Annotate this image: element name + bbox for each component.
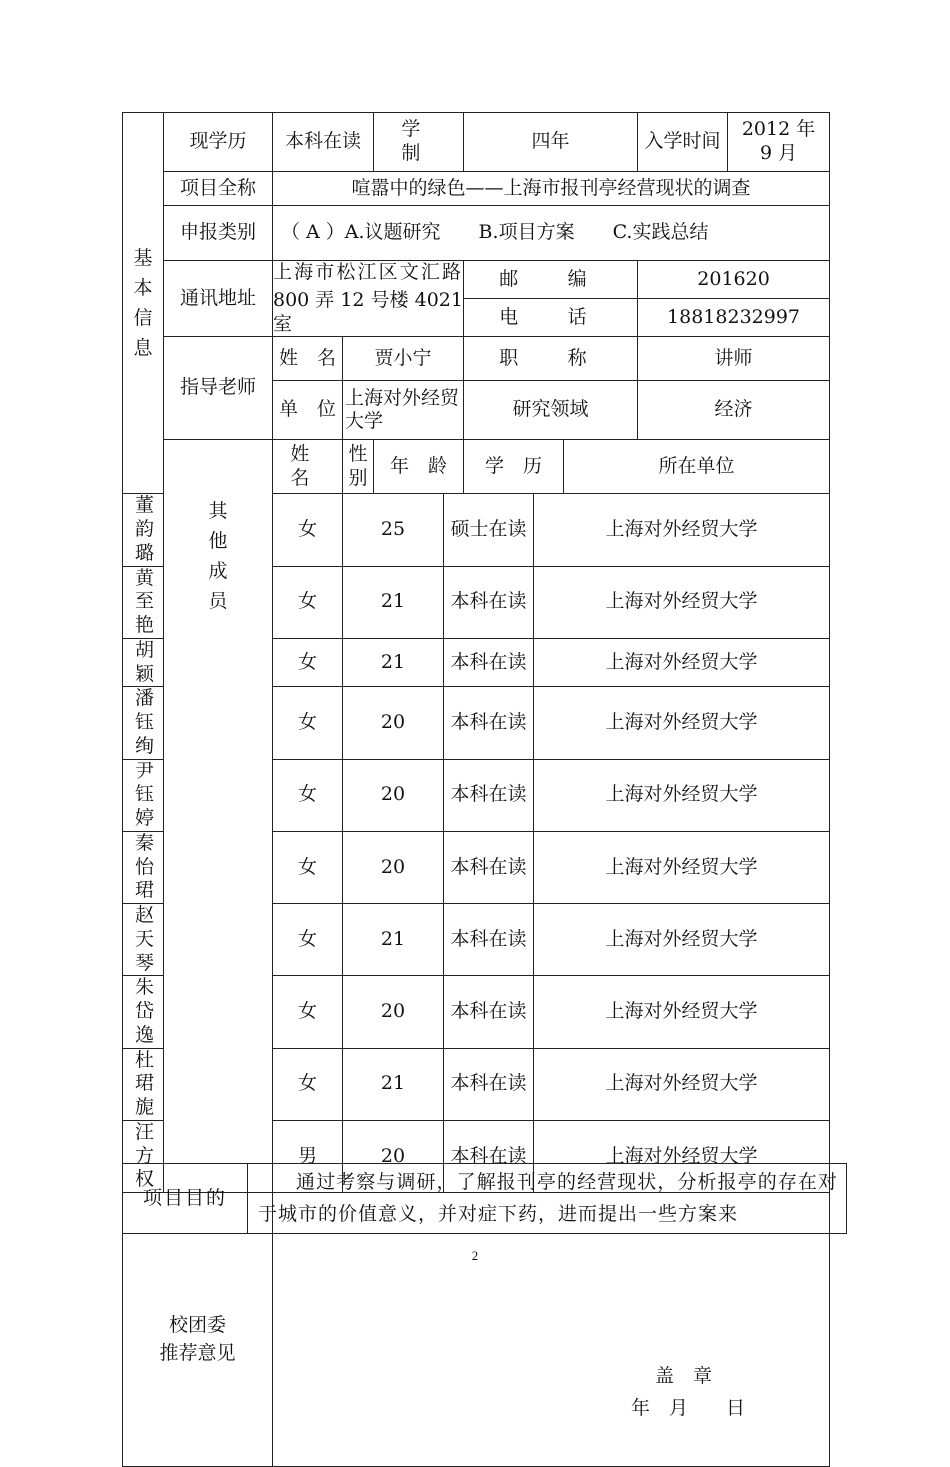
member-education: 本科在读 (444, 638, 534, 687)
member-name: 杜珺旎 (123, 1048, 164, 1120)
phone-value: 18818232997 (638, 299, 830, 337)
members-header-unit: 所在单位 (564, 440, 830, 494)
address-value (273, 261, 464, 337)
address-label: 通讯地址 (164, 261, 273, 337)
members-header-age: 年 龄 (374, 440, 464, 494)
member-education: 本科在读 (444, 904, 534, 976)
basic-info-section-label: 基 本 信 息 (123, 113, 164, 494)
recommend-label-line-1: 校团委 (168, 1313, 226, 1336)
member-unit: 上海对外经贸大学 (534, 904, 830, 976)
members-section-label: 其 他 成 员 (164, 440, 273, 1193)
member-gender: 女 (273, 759, 343, 831)
member-age: 20 (343, 831, 444, 903)
member-unit: 上海对外经贸大学 (534, 1048, 830, 1120)
project-purpose-table (122, 1163, 847, 1234)
member-gender: 女 (273, 1048, 343, 1120)
member-education: 本科在读 (444, 566, 534, 638)
date-label: 年 月 日 (631, 1397, 746, 1419)
member-name: 黄至艳 (123, 566, 164, 638)
member-age: 20 (343, 759, 444, 831)
category-value: （ A ）A.议题研究 B.项目方案 C.实践总结 (273, 206, 830, 261)
member-education: 本科在读 (444, 687, 534, 759)
recommend-label-line-2: 推荐意见 (159, 1341, 236, 1364)
phone-label: 电 话 (464, 299, 638, 337)
member-gender: 女 (273, 904, 343, 976)
advisor-unit-label: 单 位 (273, 381, 343, 440)
member-name: 潘钰绚 (123, 687, 164, 759)
member-unit: 上海对外经贸大学 (534, 638, 830, 687)
postcode-value: 201620 (638, 261, 830, 299)
member-name: 汪方权 (123, 1120, 164, 1192)
advisor-name-label: 姓 名 (273, 337, 343, 381)
member-age: 21 (343, 566, 444, 638)
member-education: 本科在读 (444, 831, 534, 903)
system-value: 四年 (464, 113, 638, 172)
member-education: 本科在读 (444, 1048, 534, 1120)
member-gender: 女 (273, 976, 343, 1048)
stamp-label: 盖 章 (655, 1365, 713, 1387)
members-header-education: 学 历 (464, 440, 564, 494)
member-education: 本科在读 (444, 1120, 534, 1192)
member-gender: 女 (273, 566, 343, 638)
address-line-1: 上海市松江区文汇路 (273, 261, 462, 283)
member-age: 20 (343, 687, 444, 759)
member-unit: 上海对外经贸大学 (534, 1120, 830, 1192)
member-name: 秦怡珺 (123, 831, 164, 903)
advisor-title-label: 职 称 (464, 337, 638, 381)
member-age: 25 (343, 494, 444, 566)
member-unit: 上海对外经贸大学 (534, 687, 830, 759)
members-header-gender: 性 别 (343, 440, 374, 494)
member-unit: 上海对外经贸大学 (534, 976, 830, 1048)
category-label: 申报类别 (164, 206, 273, 261)
member-age: 21 (343, 1048, 444, 1120)
enroll-value: 2012 年 9 月 (728, 113, 830, 172)
system-label: 学 制 (374, 113, 464, 172)
education-label: 现学历 (164, 113, 273, 172)
member-unit: 上海对外经贸大学 (534, 759, 830, 831)
member-gender: 女 (273, 638, 343, 687)
advisor-label: 指导老师 (164, 337, 273, 440)
member-gender: 女 (273, 494, 343, 566)
member-gender: 女 (273, 831, 343, 903)
address-line-2: 800 弄 12 号楼 4021 室 (273, 288, 463, 335)
member-name: 朱岱逸 (123, 976, 164, 1048)
member-gender: 男 (273, 1120, 343, 1192)
advisor-field: 经济 (638, 381, 830, 440)
education-value: 本科在读 (273, 113, 374, 172)
member-age: 21 (343, 638, 444, 687)
members-header-name: 姓 名 (273, 440, 343, 494)
advisor-title: 讲师 (638, 337, 830, 381)
postcode-label: 邮 编 (464, 261, 638, 299)
advisor-field-label: 研究领域 (464, 381, 638, 440)
member-name: 胡颖 (123, 638, 164, 687)
project-value: 喧嚣中的绿色——上海市报刊亭经营现状的调查 (273, 172, 830, 206)
member-unit: 上海对外经贸大学 (534, 831, 830, 903)
enroll-label: 入学时间 (638, 113, 728, 172)
purpose-text: 通过考察与调研，了解报刊亭的经营现状，分析报亭的存在对于城市的价值意义，并对症下药，进而提出一些方案来 (248, 1164, 847, 1234)
member-age: 21 (343, 904, 444, 976)
member-name: 赵天琴 (123, 904, 164, 976)
member-education: 硕士在读 (444, 494, 534, 566)
member-education: 本科在读 (444, 976, 534, 1048)
member-age: 20 (343, 976, 444, 1048)
member-unit: 上海对外经贸大学 (534, 566, 830, 638)
member-unit: 上海对外经贸大学 (534, 494, 830, 566)
member-education: 本科在读 (444, 759, 534, 831)
member-name: 尹钰婷 (123, 759, 164, 831)
project-label: 项目全称 (164, 172, 273, 206)
page-number: 2 (471, 1248, 479, 1263)
member-gender: 女 (273, 687, 343, 759)
member-age: 20 (343, 1120, 444, 1192)
advisor-name: 贾小宁 (343, 337, 464, 381)
member-name: 董韵璐 (123, 494, 164, 566)
purpose-label: 项目目的 (123, 1164, 248, 1234)
advisor-unit: 上海对外经贸大学 (343, 381, 464, 440)
